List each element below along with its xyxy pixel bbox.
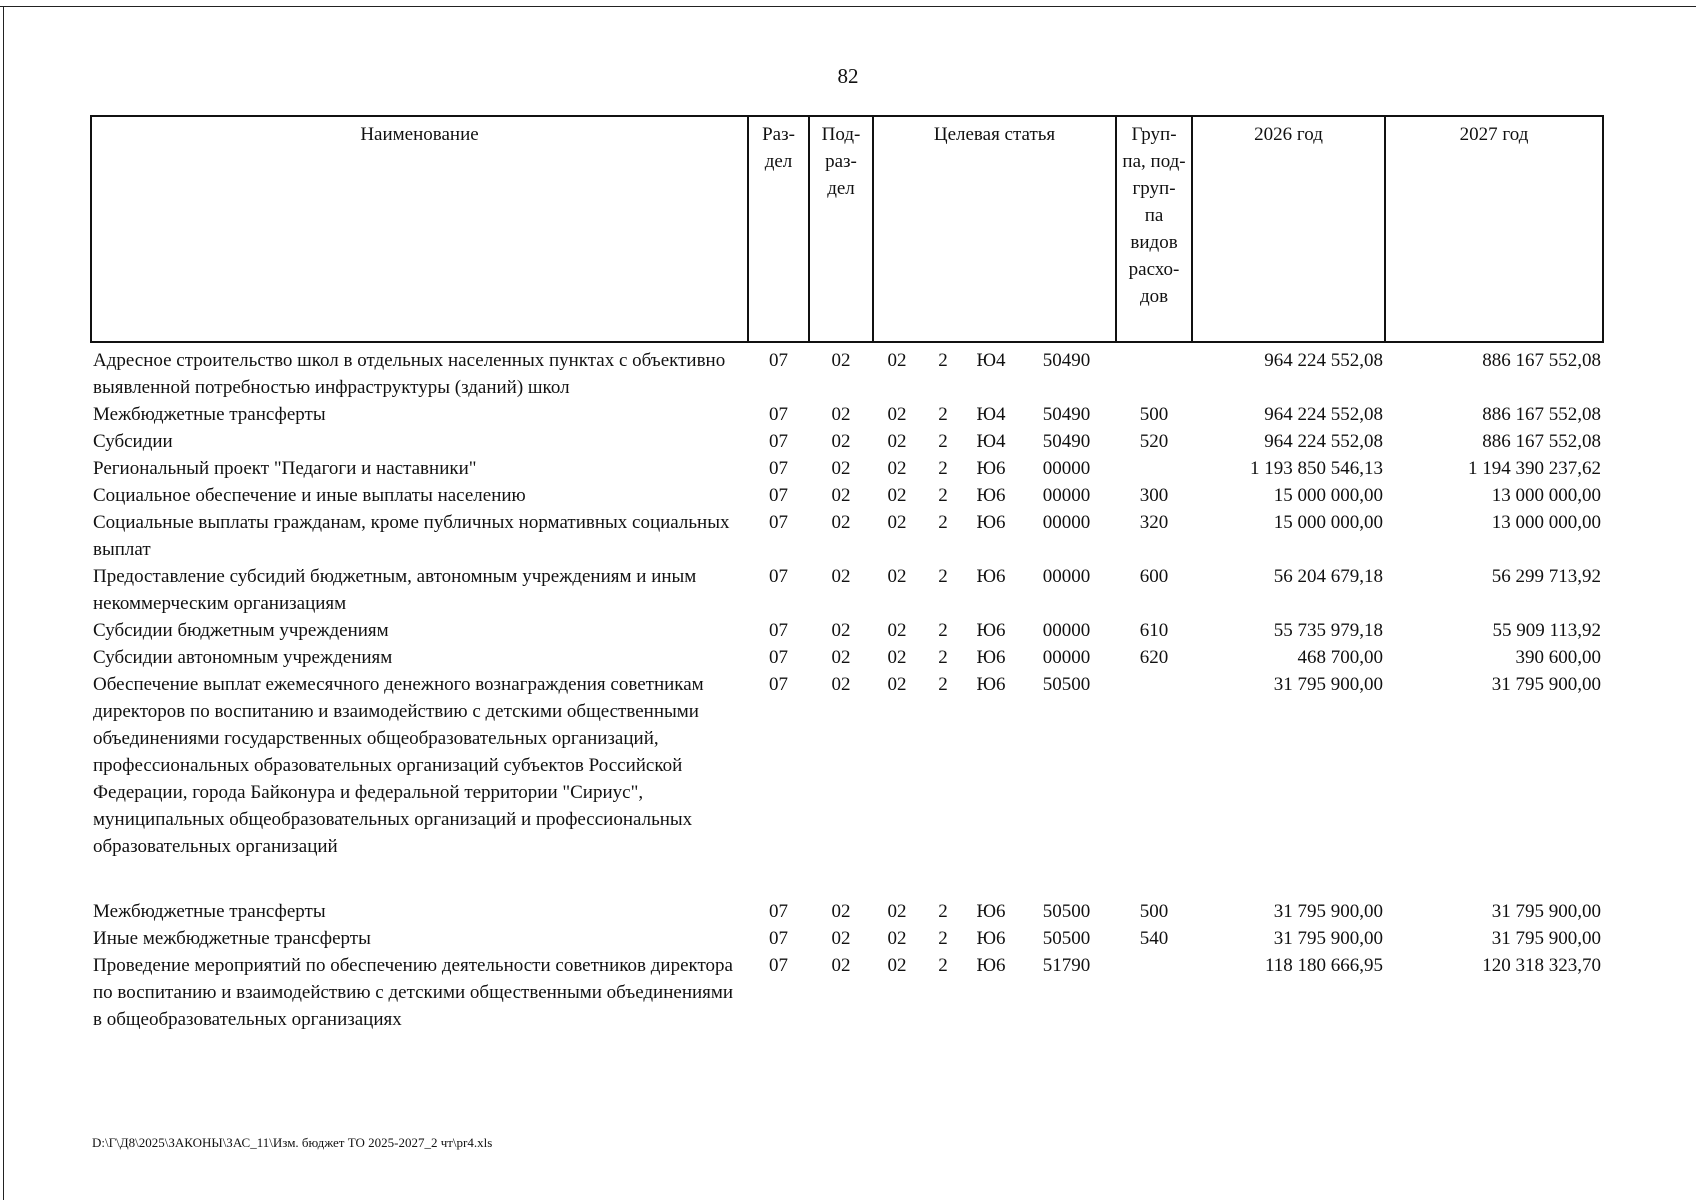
row-target-direction: 50500	[1042, 901, 1091, 922]
row-amount-2027: 390 600,00	[1515, 647, 1602, 668]
row-expense-group	[1116, 671, 1192, 898]
row-amount-2027: 55 909 113,92	[1492, 620, 1602, 641]
row-amount-2026: 15 000 000,00	[1273, 485, 1384, 506]
row-target-type: 2	[938, 566, 948, 587]
row-name: Субсидии	[93, 431, 173, 452]
header-2026-text: 2026 год	[1254, 124, 1323, 145]
header-name	[91, 116, 748, 342]
row-expense-group	[1116, 952, 1192, 1033]
row-razdel: 07	[769, 431, 788, 452]
row-expense-group	[1116, 342, 1192, 401]
row-expense-group: 600	[1139, 566, 1169, 587]
row-name: Проведение мероприятий по обеспечению деятельности советников директора по воспитанию и взаимодействию с детскими общественными объединениями в общеобразовательных организациях	[93, 955, 734, 1030]
row-target-program: 02	[887, 350, 907, 371]
row-target-direction: 50500	[1042, 928, 1091, 949]
row-target-project: Ю6	[976, 647, 1006, 668]
row-target-program: 02	[887, 928, 907, 949]
row-podrazdel: 02	[831, 512, 851, 533]
row-amount-2027: 1 194 390 237,62	[1468, 458, 1602, 479]
row-target-program: 02	[887, 458, 907, 479]
row-podrazdel: 02	[831, 620, 851, 641]
row-target-project: Ю6	[976, 512, 1006, 533]
table-row	[91, 952, 1603, 1033]
table-row	[91, 925, 1603, 952]
header-razdel	[748, 116, 809, 342]
header-expense-group	[1116, 116, 1192, 342]
row-expense-group	[1116, 455, 1192, 482]
row-name: Предоставление субсидий бюджетным, автономным учреждениям и иным некоммерческим организациям	[93, 566, 697, 614]
header-2027-text: 2027 год	[1459, 124, 1529, 145]
row-target-program: 02	[887, 566, 907, 587]
row-expense-group: 320	[1139, 512, 1169, 533]
row-target-project: Ю4	[976, 350, 1006, 371]
row-target-type: 2	[938, 901, 948, 922]
header-podrazdel	[809, 116, 873, 342]
row-target-project: Ю4	[976, 431, 1006, 452]
scan-border-top	[0, 6, 1696, 7]
header-name-text: Наименование	[360, 124, 479, 145]
table-row	[91, 428, 1603, 455]
header-razdel-text: Раз- дел	[762, 124, 795, 172]
row-razdel: 07	[769, 647, 788, 668]
row-razdel: 07	[769, 350, 788, 371]
row-target-direction: 00000	[1042, 566, 1091, 587]
table-row	[91, 455, 1603, 482]
row-target-project: Ю6	[976, 928, 1006, 949]
row-amount-2026: 55 735 979,18	[1273, 620, 1384, 641]
row-target-program: 02	[887, 485, 907, 506]
row-target-type: 2	[938, 928, 948, 949]
row-target-program: 02	[887, 955, 907, 976]
row-target-program: 02	[887, 674, 907, 695]
row-razdel: 07	[769, 485, 788, 506]
row-target-program: 02	[887, 512, 907, 533]
row-target-project: Ю6	[976, 620, 1006, 641]
row-amount-2027: 31 795 900,00	[1491, 928, 1602, 949]
row-name: Обеспечение выплат ежемесячного денежного вознаграждения советникам директоров по воспитанию и взаимодействию с детскими общественными объединениями государственных общеобразовательных организаций, профессиональных образовательных организаций субъектов Российской Федерации, города Байконура и федеральной территории "Сириус", муниципальных общеобразовательных организаций и профессиональных образовательных организаций	[93, 674, 704, 857]
row-amount-2027: 886 167 552,08	[1482, 431, 1602, 452]
table-row	[91, 644, 1603, 671]
row-target-program: 02	[887, 404, 907, 425]
row-name: Социальные выплаты гражданам, кроме публичных нормативных социальных выплат	[93, 512, 730, 560]
row-amount-2026: 468 700,00	[1297, 647, 1384, 668]
row-amount-2026: 964 224 552,08	[1264, 404, 1384, 425]
row-target-program: 02	[887, 901, 907, 922]
row-amount-2027: 13 000 000,00	[1491, 485, 1602, 506]
row-target-project: Ю6	[976, 901, 1006, 922]
row-amount-2026: 1 193 850 546,13	[1250, 458, 1384, 479]
row-target-direction: 00000	[1042, 458, 1091, 479]
row-target-direction: 50490	[1042, 431, 1091, 452]
row-expense-group: 500	[1139, 404, 1169, 425]
row-target-project: Ю6	[976, 458, 1006, 479]
row-target-program: 02	[887, 431, 907, 452]
row-target-type: 2	[938, 647, 948, 668]
row-target-type: 2	[938, 674, 948, 695]
row-expense-group: 520	[1139, 431, 1169, 452]
row-podrazdel: 02	[831, 404, 851, 425]
scan-border-left	[3, 6, 4, 1200]
row-target-direction: 00000	[1042, 512, 1091, 533]
budget-table	[90, 115, 1604, 1033]
row-target-type: 2	[938, 955, 948, 976]
row-podrazdel: 02	[831, 566, 851, 587]
row-razdel: 07	[769, 458, 788, 479]
row-target-project: Ю6	[976, 674, 1006, 695]
header-target-text: Целевая статья	[933, 124, 1056, 145]
row-razdel: 07	[769, 512, 788, 533]
row-podrazdel: 02	[831, 901, 851, 922]
row-target-program: 02	[887, 647, 907, 668]
row-razdel: 07	[769, 674, 788, 695]
row-expense-group: 540	[1139, 928, 1169, 949]
row-name: Иные межбюджетные трансферты	[93, 928, 371, 949]
row-razdel: 07	[769, 566, 788, 587]
row-expense-group: 300	[1139, 485, 1169, 506]
row-amount-2027: 56 299 713,92	[1491, 566, 1602, 587]
row-razdel: 07	[769, 404, 788, 425]
row-amount-2027: 886 167 552,08	[1482, 350, 1602, 371]
row-podrazdel: 02	[831, 955, 851, 976]
row-target-direction: 00000	[1042, 647, 1091, 668]
row-target-type: 2	[938, 350, 948, 371]
row-target-type: 2	[938, 512, 948, 533]
header-target-article	[873, 116, 1116, 342]
table-row	[91, 509, 1603, 563]
row-target-direction: 50490	[1042, 350, 1091, 371]
table-row	[91, 671, 1603, 898]
row-target-type: 2	[938, 458, 948, 479]
row-name: Социальное обеспечение и иные выплаты населению	[93, 485, 526, 506]
row-target-project: Ю6	[976, 485, 1006, 506]
header-2027	[1385, 116, 1603, 342]
row-name: Межбюджетные трансферты	[93, 901, 326, 922]
row-target-direction: 50500	[1042, 674, 1091, 695]
row-amount-2026: 15 000 000,00	[1273, 512, 1384, 533]
table-row	[91, 617, 1603, 644]
header-podrazdel-text: Под- раз- дел	[821, 124, 861, 199]
table-row	[91, 342, 1603, 401]
row-amount-2026: 56 204 679,18	[1273, 566, 1384, 587]
row-name: Субсидии бюджетным учреждениям	[93, 620, 389, 641]
row-podrazdel: 02	[831, 458, 851, 479]
row-amount-2027: 886 167 552,08	[1482, 404, 1602, 425]
row-target-project: Ю6	[976, 566, 1006, 587]
row-amount-2026: 31 795 900,00	[1273, 901, 1384, 922]
table-body	[91, 342, 1603, 1033]
table-row	[91, 482, 1603, 509]
row-podrazdel: 02	[831, 674, 851, 695]
row-amount-2027: 120 318 323,70	[1482, 955, 1602, 976]
row-name: Субсидии автономным учреждениям	[93, 647, 393, 668]
row-amount-2026: 118 180 666,95	[1264, 955, 1384, 976]
row-amount-2026: 31 795 900,00	[1273, 928, 1384, 949]
row-target-direction: 51790	[1042, 955, 1091, 976]
row-target-program: 02	[887, 620, 907, 641]
row-podrazdel: 02	[831, 928, 851, 949]
row-razdel: 07	[769, 620, 788, 641]
row-target-direction: 00000	[1042, 620, 1091, 641]
table-row	[91, 898, 1603, 925]
header-group-text: Груп- па, под- груп- па видов расхо- дов	[1122, 124, 1186, 307]
row-amount-2027: 13 000 000,00	[1491, 512, 1602, 533]
row-podrazdel: 02	[831, 485, 851, 506]
row-amount-2026: 964 224 552,08	[1264, 431, 1384, 452]
row-target-direction: 50490	[1042, 404, 1091, 425]
header-2026	[1192, 116, 1385, 342]
row-expense-group: 620	[1139, 647, 1169, 668]
table-row	[91, 563, 1603, 617]
row-amount-2027: 31 795 900,00	[1491, 674, 1602, 695]
row-target-project: Ю6	[976, 955, 1006, 976]
row-name: Межбюджетные трансферты	[93, 404, 326, 425]
row-name: Региональный проект "Педагоги и наставники"	[93, 458, 477, 479]
row-podrazdel: 02	[831, 647, 851, 668]
page-number: 82	[837, 64, 859, 88]
row-razdel: 07	[769, 901, 788, 922]
row-podrazdel: 02	[831, 431, 851, 452]
row-target-type: 2	[938, 620, 948, 641]
row-razdel: 07	[769, 955, 788, 976]
table-row	[91, 401, 1603, 428]
table-header-row	[91, 116, 1603, 342]
row-expense-group: 610	[1139, 620, 1169, 641]
row-target-type: 2	[938, 431, 948, 452]
footer-file-path: D:\Г\Д8\2025\ЗАКОНЫ\ЗАС_11\Изм. бюджет ТО 2025-2027_2 чт\pr4.xls	[92, 1135, 493, 1150]
row-amount-2026: 31 795 900,00	[1273, 674, 1384, 695]
row-target-type: 2	[938, 404, 948, 425]
row-amount-2026: 964 224 552,08	[1264, 350, 1384, 371]
row-name: Адресное строительство школ в отдельных населенных пунктах с объективно выявленной потребностью инфраструктуры (зданий) школ	[93, 350, 726, 398]
row-target-type: 2	[938, 485, 948, 506]
row-razdel: 07	[769, 928, 788, 949]
row-expense-group: 500	[1139, 901, 1169, 922]
row-target-project: Ю4	[976, 404, 1006, 425]
row-podrazdel: 02	[831, 350, 851, 371]
row-target-direction: 00000	[1042, 485, 1091, 506]
row-amount-2027: 31 795 900,00	[1491, 901, 1602, 922]
